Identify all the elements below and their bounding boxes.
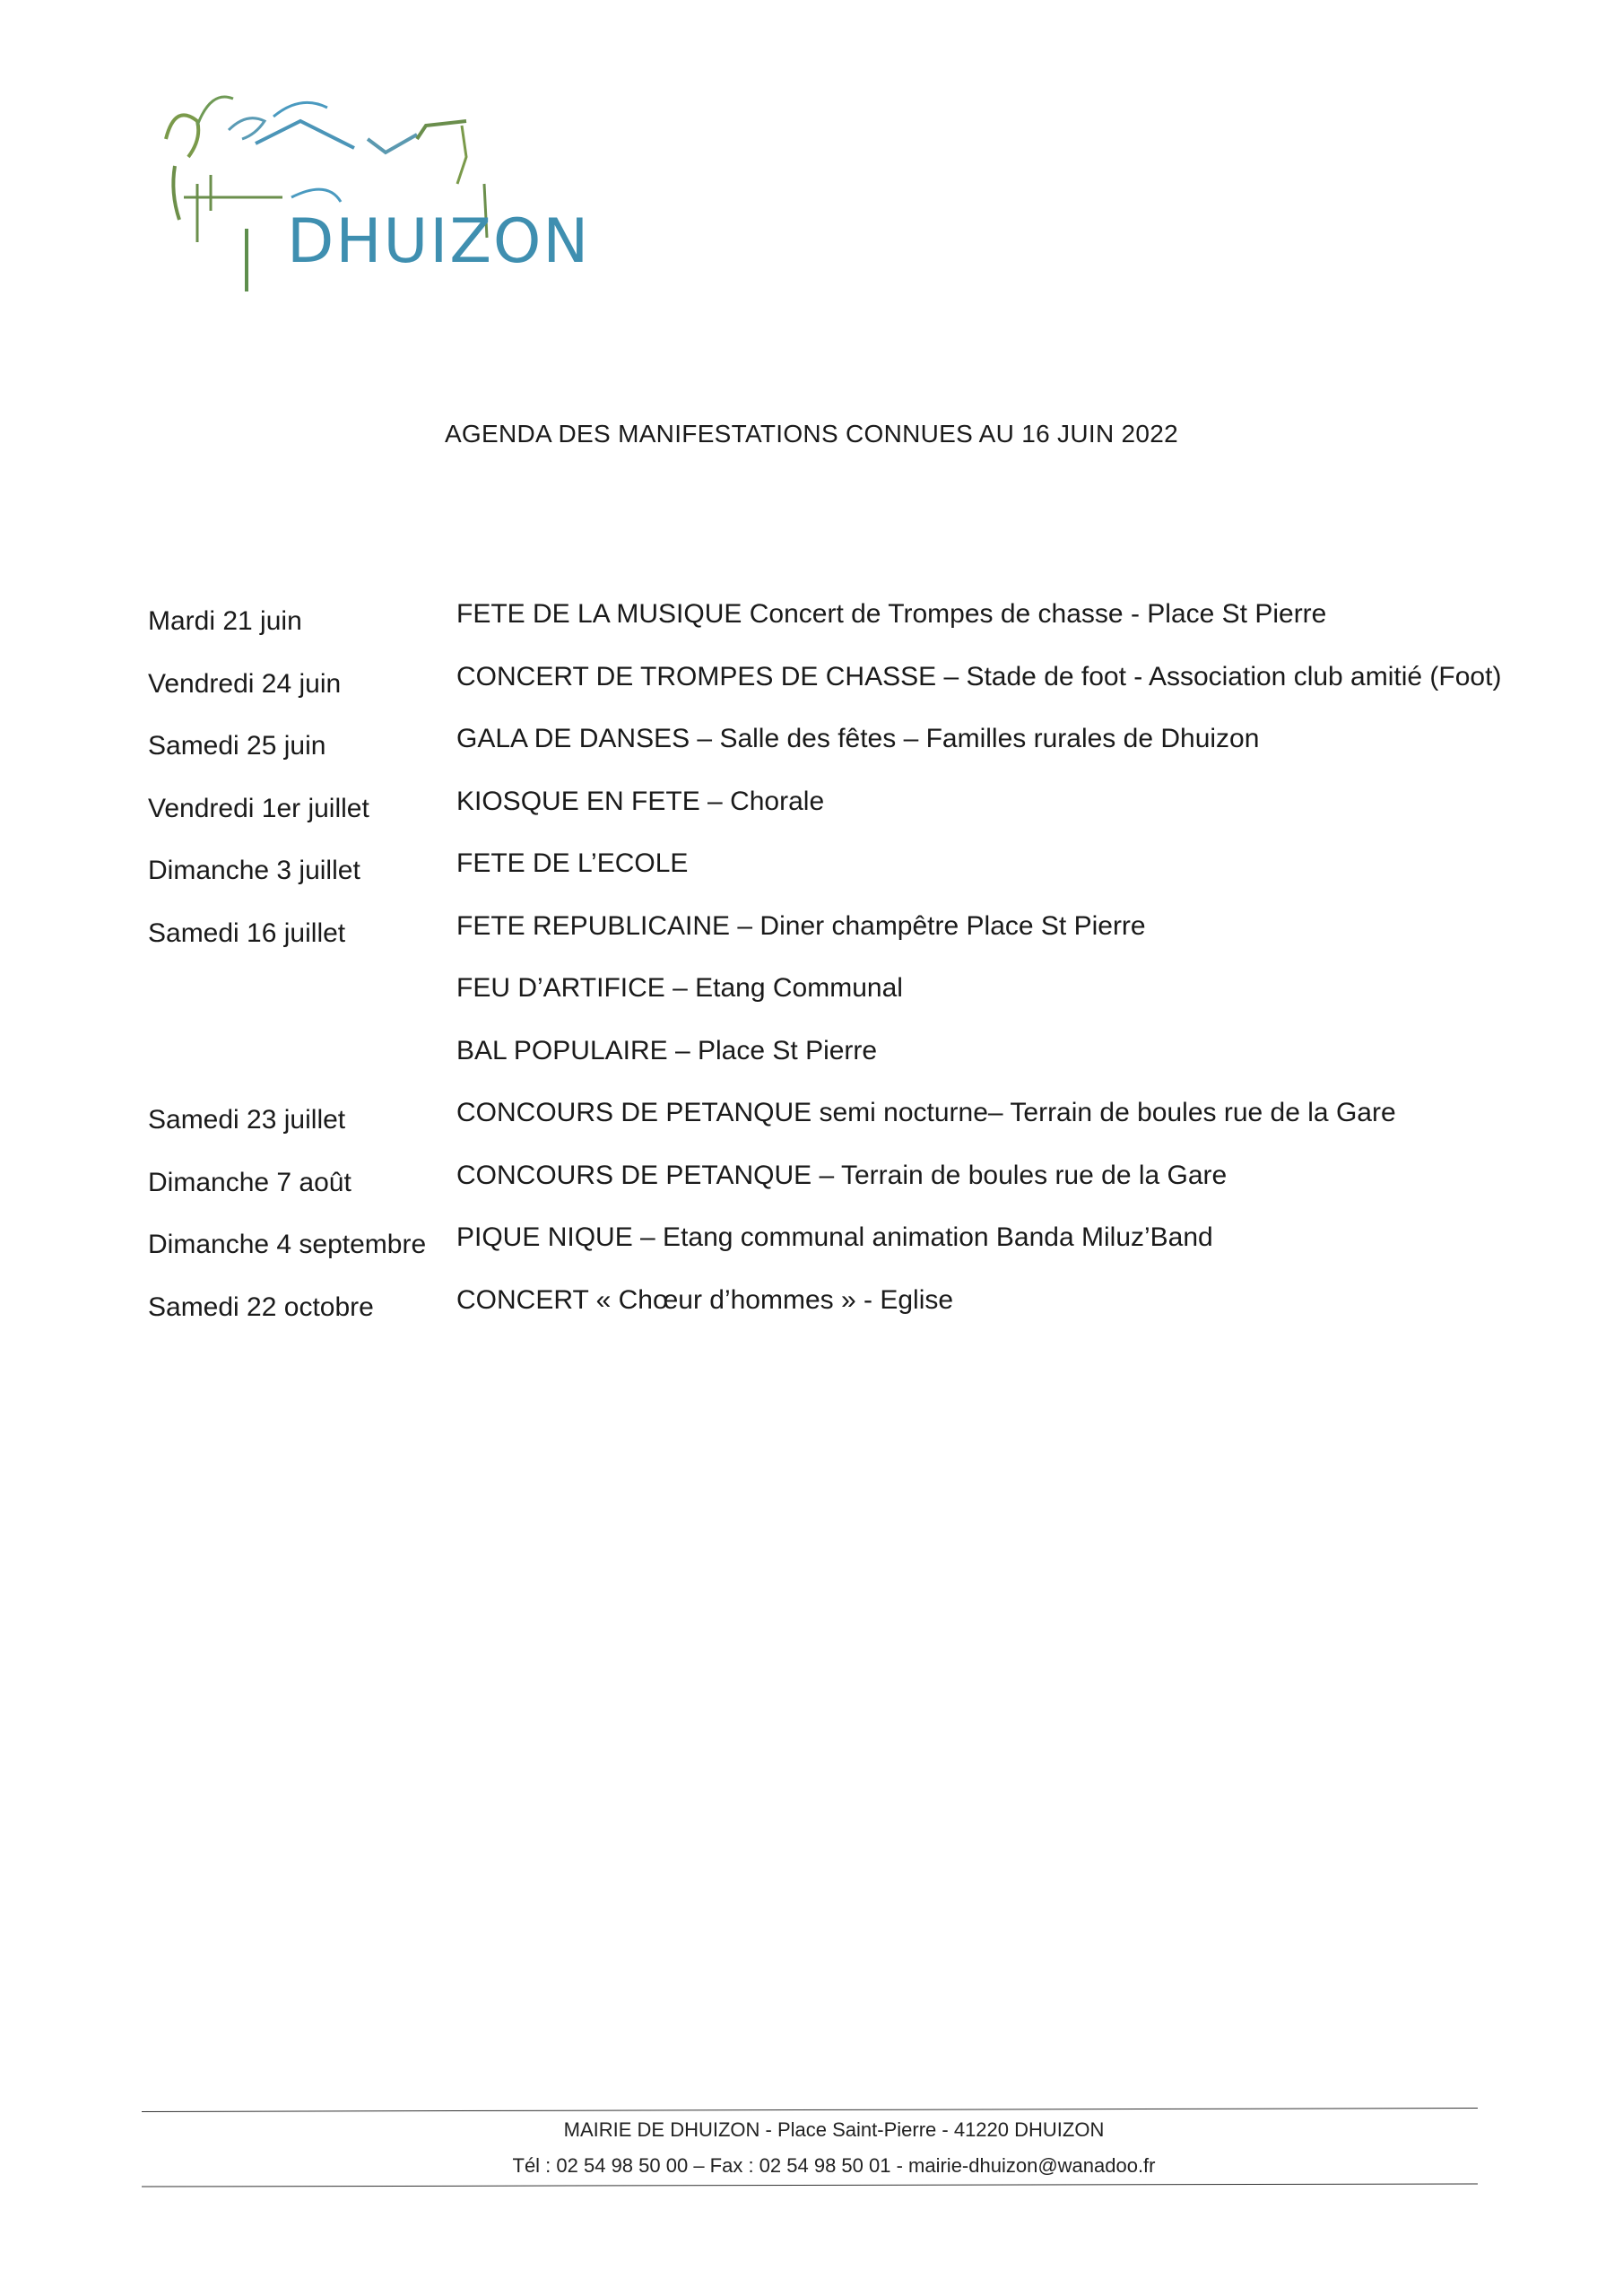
agenda-event: FETE REPUBLICAINE – Diner champêtre Place St Pierre	[456, 910, 1146, 941]
agenda-row	[148, 1222, 1493, 1285]
agenda-list	[148, 599, 1502, 1347]
agenda-date: Dimanche 7 août	[148, 1167, 352, 1197]
agenda-date: Dimanche 4 septembre	[148, 1230, 427, 1259]
agenda-event: CONCOURS DE PETANQUE semi nocturne– Terrain de boules rue de la Gare	[456, 1098, 1396, 1127]
agenda-date: Vendredi 24 juin	[148, 668, 342, 699]
footer-contact: Tél : 02 54 98 50 00 – Fax : 02 54 98 50 01 - mairie-dhuizon@wanadoo.fr	[512, 2154, 1156, 2177]
agenda-event: BAL POPULAIRE – Place St Pierre	[456, 1035, 878, 1065]
agenda-event: FEU D’ARTIFICE – Etang Communal	[456, 973, 903, 1003]
agenda-event: CONCERT DE TROMPES DE CHASSE – Stade de foot - Association club amitié (Foot)	[456, 661, 1502, 691]
agenda-row	[148, 1036, 1493, 1099]
agenda-event: KIOSQUE EN FETE – Chorale	[456, 786, 825, 816]
page-title: AGENDA DES MANIFESTATIONS CONNUES AU 16 JUIN 2022	[444, 420, 1179, 448]
agenda-row	[148, 848, 1493, 911]
agenda-event: CONCERT « Chœur d’hommes » - Eglise	[456, 1284, 954, 1315]
agenda-date: Mardi 21 juin	[148, 606, 302, 636]
footer-divider-bottom	[142, 2183, 1478, 2187]
footer-divider-top	[142, 2108, 1478, 2112]
dhuizon-logo	[148, 85, 591, 305]
agenda-date: Samedi 16 juillet	[148, 918, 346, 948]
agenda-row	[148, 661, 1502, 725]
agenda-row	[148, 724, 1493, 787]
logo-wordmark: DHUIZON	[287, 206, 591, 277]
agenda-date: Samedi 25 juin	[148, 731, 326, 761]
agenda-event: CONCOURS DE PETANQUE – Terrain de boules rue de la Gare	[456, 1160, 1228, 1190]
agenda-event: FETE DE L’ECOLE	[456, 848, 689, 878]
agenda-date: Samedi 23 juillet	[148, 1105, 346, 1135]
agenda-event: FETE DE LA MUSIQUE Concert de Trompes de chasse - Place St Pierre	[456, 599, 1327, 629]
agenda-row	[148, 599, 1493, 662]
agenda-date: Samedi 22 octobre	[148, 1292, 374, 1322]
agenda-event: GALA DE DANSES – Salle des fêtes – Familles rurales de Dhuizon	[456, 724, 1260, 753]
agenda-row	[148, 973, 1493, 1036]
agenda-event: PIQUE NIQUE – Etang communal animation Banda Miluz’Band	[456, 1222, 1213, 1252]
agenda-row	[148, 911, 1493, 974]
agenda-date: Vendredi 1er juillet	[148, 793, 369, 823]
agenda-row	[148, 1285, 1493, 1348]
agenda-row	[148, 1161, 1493, 1223]
agenda-row	[148, 787, 1493, 849]
agenda-date: Dimanche 3 juillet	[148, 856, 360, 885]
agenda-row	[148, 1098, 1493, 1161]
footer-address: MAIRIE DE DHUIZON - Place Saint-Pierre - 41220 DHUIZON	[563, 2118, 1105, 2141]
